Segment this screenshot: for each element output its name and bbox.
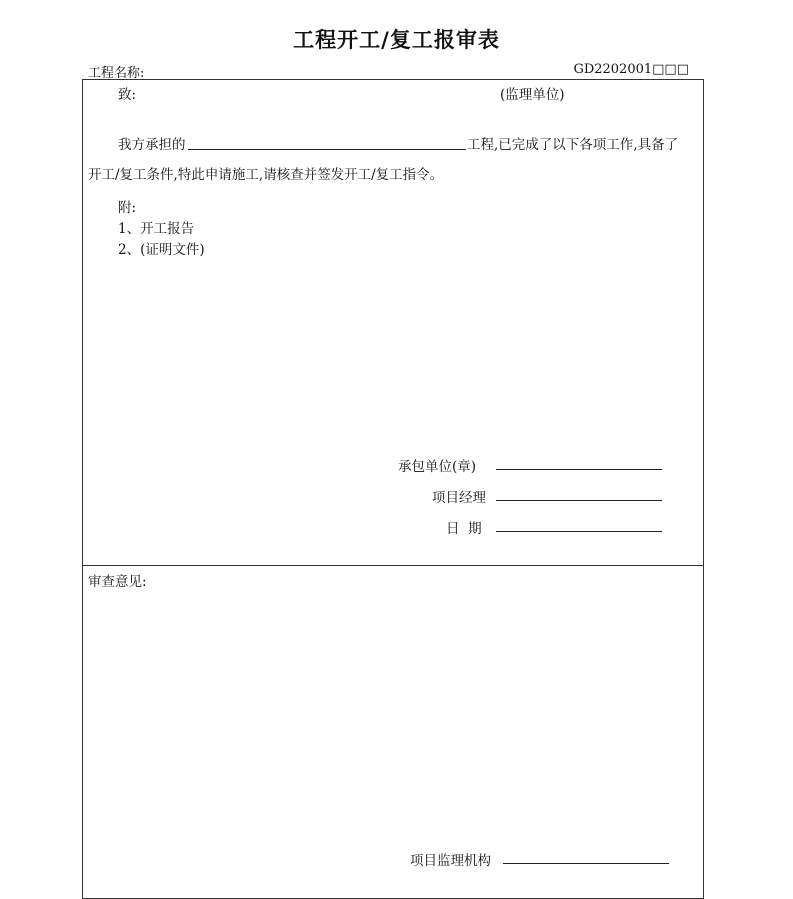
project-name-label: 工程名称:: [88, 66, 145, 81]
date-label: 日 期: [446, 521, 482, 537]
supervision-org-label: 项目监理机构: [410, 853, 491, 869]
attach-item: 2、(证明文件): [118, 242, 205, 258]
manager-fill-line[interactable]: [496, 500, 662, 501]
form-frame: [82, 79, 704, 899]
form-title: 工程开工/复工报审表: [293, 28, 500, 52]
attach-item: 1、开工报告: [118, 221, 195, 237]
paragraph-suffix: 工程,已完成了以下各项工作,具备了: [467, 137, 679, 153]
attach-label: 附:: [118, 200, 137, 216]
date-fill-line[interactable]: [496, 531, 662, 532]
contractor-fill-line[interactable]: [496, 469, 662, 470]
form-code: GD2202001□□□: [573, 62, 689, 77]
manager-label: 项目经理: [432, 490, 486, 506]
paragraph-prefix: 我方承担的: [118, 137, 186, 153]
to-label: 致:: [118, 87, 137, 103]
supervisor-label: (监理单位): [500, 87, 565, 103]
contractor-label: 承包单位(章): [398, 459, 477, 475]
supervision-org-fill-line[interactable]: [503, 863, 669, 864]
project-fill-line[interactable]: [188, 149, 466, 150]
paragraph-line-2: 开工/复工条件,特此申请施工,请核查并签发开工/复工指令。: [88, 167, 444, 183]
review-label: 审查意见:: [88, 574, 147, 590]
section-divider: [82, 565, 704, 566]
